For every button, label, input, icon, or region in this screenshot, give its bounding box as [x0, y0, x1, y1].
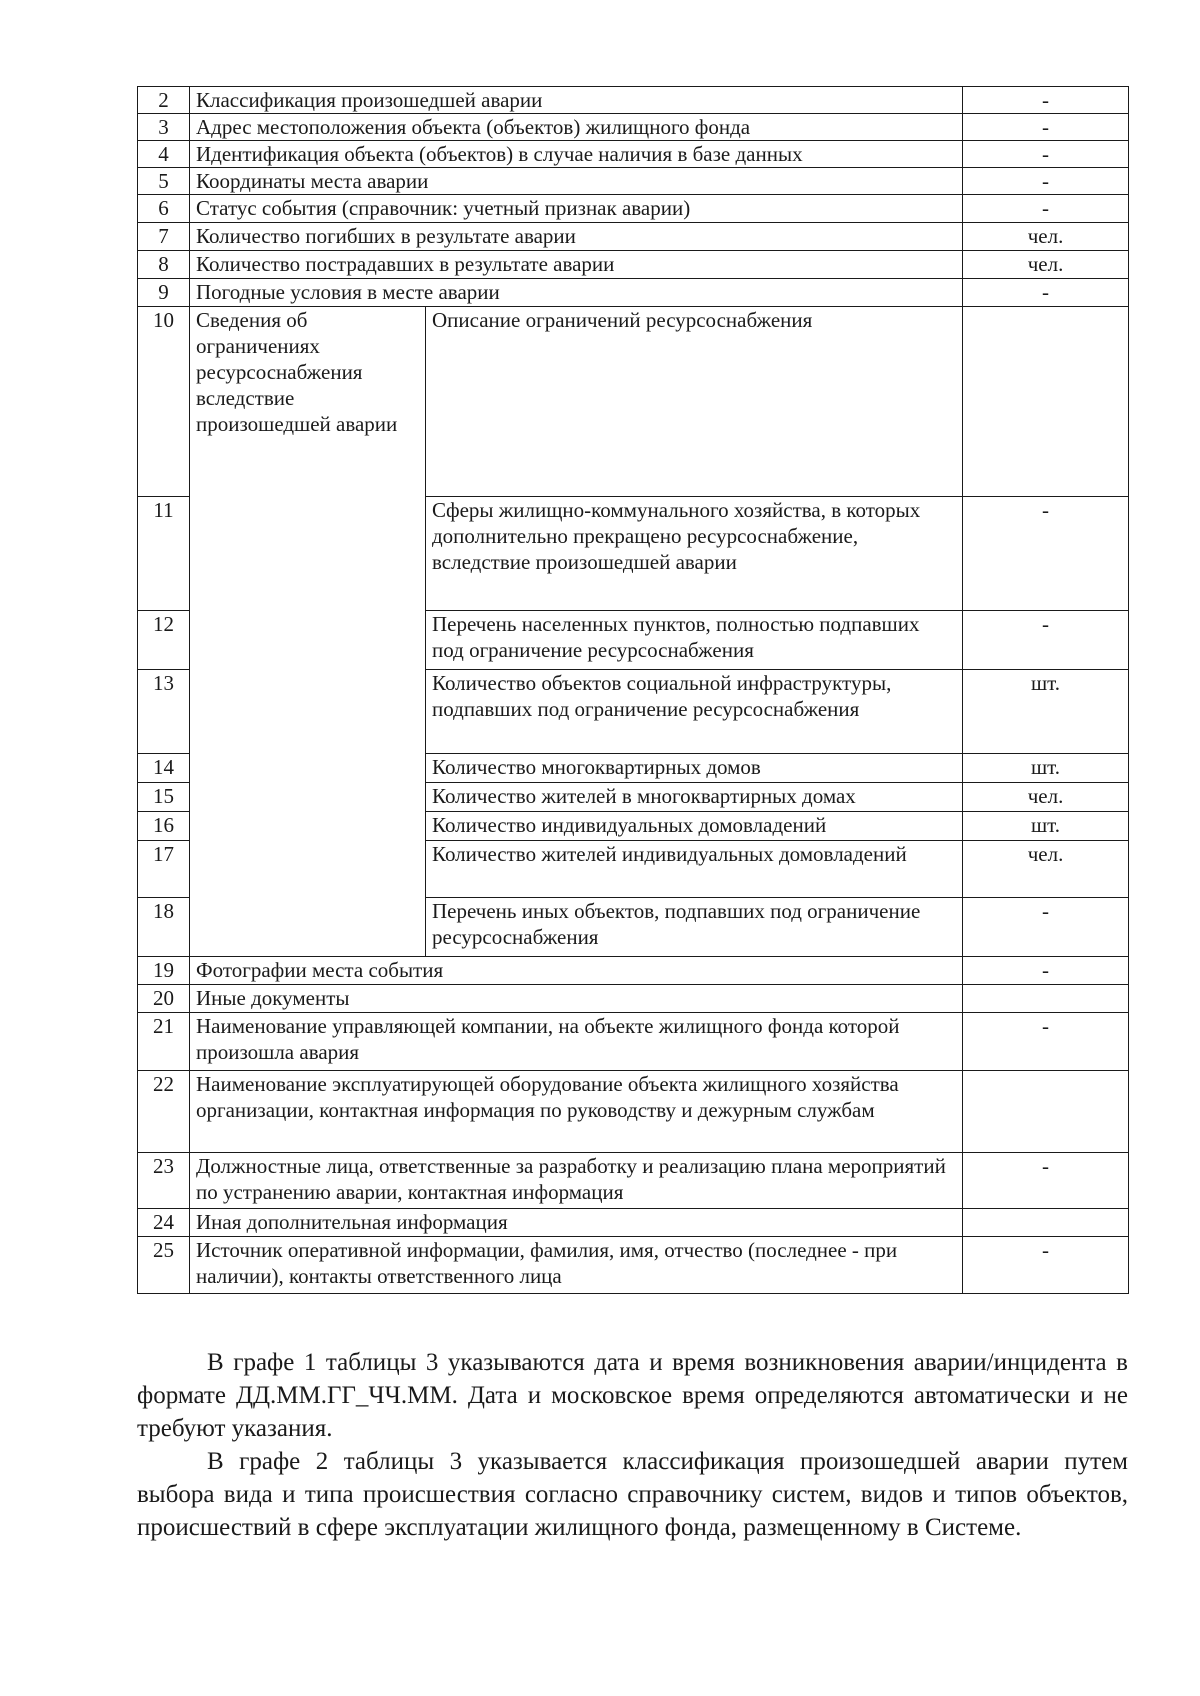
row-unit: чел. — [963, 783, 1129, 812]
row-label: Перечень иных объектов, подпавших под ограничение ресурсоснабжения — [426, 898, 963, 957]
row-number: 5 — [138, 168, 190, 195]
row-unit: шт. — [963, 754, 1129, 783]
row-label: Количество пострадавших в результате аварии — [190, 251, 963, 279]
row-label: Фотографии места события — [190, 957, 963, 985]
row-number: 10 — [138, 307, 190, 497]
accident-info-table — [137, 86, 1129, 1294]
table-row — [138, 1209, 1129, 1237]
row-number: 3 — [138, 114, 190, 141]
row-unit: - — [963, 195, 1129, 223]
row-unit: - — [963, 611, 1129, 670]
row-label: Количество жителей индивидуальных домовладений — [426, 841, 963, 898]
table-row — [138, 279, 1129, 307]
table-row — [138, 168, 1129, 195]
table-row — [138, 1013, 1129, 1071]
row-unit — [963, 985, 1129, 1013]
row-number: 19 — [138, 957, 190, 985]
table-row — [138, 1071, 1129, 1153]
table-row — [138, 307, 1129, 497]
paragraph: В графе 1 таблицы 3 указываются дата и время возникновения аварии/инцидента в формате ДД.ММ.ГГ_ЧЧ.ММ. Дата и московское время определяются автоматически и не требуют указания. — [137, 1349, 1128, 1442]
row-number: 21 — [138, 1013, 190, 1071]
row-label: Классификация произошедшей аварии — [190, 87, 963, 114]
row-label: Количество объектов социальной инфраструктуры, подпавших под ограничение ресурсоснабжения — [426, 670, 963, 754]
row-label: Количество индивидуальных домовладений — [426, 812, 963, 841]
row-number: 23 — [138, 1153, 190, 1209]
row-label: Источник оперативной информации, фамилия, имя, отчество (последнее - при наличии), контакты ответственного лица — [190, 1237, 963, 1294]
row-label: Количество жителей в многоквартирных домах — [426, 783, 963, 812]
row-number: 15 — [138, 783, 190, 812]
row-label: Сферы жилищно-коммунального хозяйства, в которых дополнительно прекращено ресурсоснабжение, вследствие произошедшей аварии — [426, 497, 963, 611]
row-label: Иная дополнительная информация — [190, 1209, 963, 1237]
row-number: 22 — [138, 1071, 190, 1153]
row-unit: - — [963, 168, 1129, 195]
row-number: 2 — [138, 87, 190, 114]
row-number: 25 — [138, 1237, 190, 1294]
paragraph: В графе 2 таблицы 3 указывается классификация произошедшей аварии путем выбора вида и типа происшествия согласно справочнику систем, видов и типов объектов, происшествий в сфере эксплуатации жилищного фонда, размещенному в Системе. — [137, 1448, 1128, 1541]
row-number: 20 — [138, 985, 190, 1013]
row-unit: чел. — [963, 223, 1129, 251]
row-label: Наименование управляющей компании, на объекте жилищного фонда которой произошла авария — [190, 1013, 963, 1071]
row-unit: - — [963, 279, 1129, 307]
row-number: 7 — [138, 223, 190, 251]
row-label: Перечень населенных пунктов, полностью подпавших под ограничение ресурсоснабжения — [426, 611, 963, 670]
table-row — [138, 985, 1129, 1013]
table-row — [138, 223, 1129, 251]
row-number: 24 — [138, 1209, 190, 1237]
table-row — [138, 1237, 1129, 1294]
row-unit: - — [963, 497, 1129, 611]
row-number: 17 — [138, 841, 190, 898]
group-label: Сведения об ограничениях ресурсоснабжения вследствие произошедшей аварии — [190, 307, 426, 957]
row-unit — [963, 307, 1129, 497]
row-number: 6 — [138, 195, 190, 223]
table-row — [138, 1153, 1129, 1209]
body-text — [137, 1346, 1128, 1544]
table-row — [138, 114, 1129, 141]
row-unit: - — [963, 1153, 1129, 1209]
table-row — [138, 251, 1129, 279]
row-number: 13 — [138, 670, 190, 754]
table-row — [138, 141, 1129, 168]
table-row — [138, 195, 1129, 223]
row-label: Идентификация объекта (объектов) в случае наличия в базе данных — [190, 141, 963, 168]
row-unit: шт. — [963, 670, 1129, 754]
row-unit: - — [963, 957, 1129, 985]
row-unit: - — [963, 87, 1129, 114]
row-number: 12 — [138, 611, 190, 670]
row-unit: - — [963, 898, 1129, 957]
row-label: Статус события (справочник: учетный признак аварии) — [190, 195, 963, 223]
row-number: 4 — [138, 141, 190, 168]
row-number: 9 — [138, 279, 190, 307]
row-label: Наименование эксплуатирующей оборудование объекта жилищного хозяйства организации, контактная информация по руководству и дежурным службам — [190, 1071, 963, 1153]
row-unit: - — [963, 1237, 1129, 1294]
row-unit: - — [963, 1013, 1129, 1071]
row-number: 18 — [138, 898, 190, 957]
row-unit: шт. — [963, 812, 1129, 841]
row-label: Иные документы — [190, 985, 963, 1013]
row-number: 11 — [138, 497, 190, 611]
row-unit: чел. — [963, 251, 1129, 279]
row-unit — [963, 1209, 1129, 1237]
row-label: Количество погибших в результате аварии — [190, 223, 963, 251]
row-label: Описание ограничений ресурсоснабжения — [426, 307, 963, 497]
row-number: 8 — [138, 251, 190, 279]
table-row — [138, 957, 1129, 985]
table-row — [138, 87, 1129, 114]
row-number: 16 — [138, 812, 190, 841]
row-label: Адрес местоположения объекта (объектов) жилищного фонда — [190, 114, 963, 141]
row-unit — [963, 1071, 1129, 1153]
row-label: Должностные лица, ответственные за разработку и реализацию плана мероприятий по устранению аварии, контактная информация — [190, 1153, 963, 1209]
row-unit: чел. — [963, 841, 1129, 898]
row-unit: - — [963, 114, 1129, 141]
row-label: Погодные условия в месте аварии — [190, 279, 963, 307]
row-unit: - — [963, 141, 1129, 168]
row-number: 14 — [138, 754, 190, 783]
row-label: Координаты места аварии — [190, 168, 963, 195]
row-label: Количество многоквартирных домов — [426, 754, 963, 783]
